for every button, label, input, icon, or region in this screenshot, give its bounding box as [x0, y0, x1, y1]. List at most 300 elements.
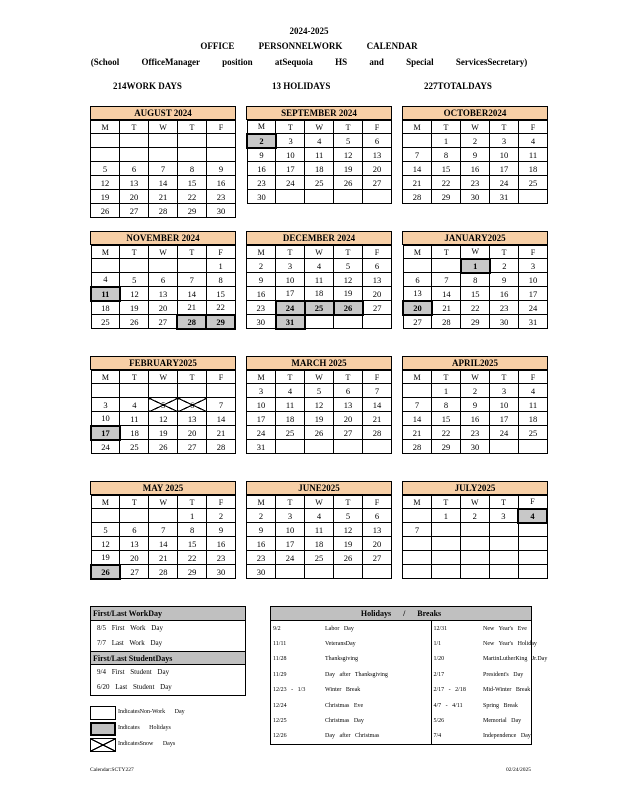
day-cell: 19: [120, 301, 149, 315]
day-cell: 19: [91, 551, 120, 565]
day-cell: 10: [276, 273, 305, 287]
week-row: [91, 398, 236, 412]
day-cell: 15: [178, 537, 207, 551]
holiday-day-cell: 17: [91, 426, 120, 440]
day-cell: 12: [334, 148, 363, 162]
day-cell: 14: [432, 287, 461, 301]
week-row: [91, 301, 235, 315]
week-row: [403, 134, 548, 148]
week-row: [91, 134, 236, 148]
day-cell: 14: [149, 537, 178, 551]
day-cell: 7: [403, 523, 432, 537]
day-cell: 12: [305, 398, 334, 412]
weekday-header: F: [519, 371, 548, 384]
day-cell: 22: [432, 176, 461, 190]
day-cell: 1: [178, 509, 207, 523]
week-row: [247, 551, 392, 565]
day-cell: 2: [207, 509, 236, 523]
day-cell: 16: [207, 537, 236, 551]
day-cell: [460, 551, 489, 565]
day-cell: 6: [149, 273, 178, 287]
day-cell: 28: [403, 190, 432, 204]
weekday-header: T: [276, 371, 305, 384]
week-row: [91, 565, 236, 579]
day-cell: 23: [247, 176, 276, 190]
day-cell: 7: [432, 273, 461, 287]
day-cell: 11: [120, 412, 149, 426]
month-title: APRIL2025: [402, 356, 548, 370]
day-cell: [91, 509, 120, 523]
month-calendar: [90, 356, 236, 454]
day-cell: 17: [276, 162, 305, 176]
week-row: [91, 537, 236, 551]
day-cell: 18: [276, 412, 305, 426]
day-cell: 21: [149, 190, 178, 204]
week-row: [403, 537, 548, 551]
week-row: [91, 190, 236, 204]
weekday-header: T: [334, 121, 363, 134]
week-row: [91, 287, 235, 301]
weekday-header: M: [91, 246, 120, 259]
month-grid: [402, 245, 548, 329]
day-cell: 4: [91, 273, 120, 287]
holiday-day-cell: 11: [91, 287, 120, 301]
weekday-header: T: [276, 246, 305, 259]
calendar-title: OFFICE PERSONNELWORK CALENDAR: [200, 41, 418, 51]
day-cell: [120, 259, 149, 273]
day-cell: 30: [247, 565, 276, 579]
day-cell: 7: [177, 273, 206, 287]
day-cell: 8: [432, 398, 461, 412]
day-cell: [120, 134, 149, 148]
weekday-header: T: [276, 496, 305, 509]
weekday-header: T: [120, 121, 149, 134]
day-cell: 23: [207, 551, 236, 565]
weekday-header: T: [177, 246, 206, 259]
week-row: [403, 440, 548, 454]
day-cell: 5: [334, 134, 363, 148]
weekday-header: W: [305, 246, 334, 259]
day-cell: 5: [305, 384, 334, 398]
day-cell: 25: [91, 315, 120, 329]
day-cell: 2: [247, 259, 276, 273]
day-cell: 14: [403, 162, 432, 176]
week-row: [247, 287, 392, 301]
weekday-header: F: [363, 121, 392, 134]
day-cell: 9: [461, 148, 490, 162]
weekday-header: T: [490, 121, 519, 134]
day-cell: [120, 384, 149, 398]
week-row: [247, 273, 392, 287]
week-row: [91, 426, 236, 440]
month-title: JANUARY2025: [402, 231, 548, 245]
day-cell: 8: [178, 162, 207, 176]
day-cell: 13: [178, 412, 207, 426]
day-cell: 19: [149, 426, 178, 440]
day-cell: 25: [519, 176, 548, 190]
holiday-date: 4/7 - 4/11: [433, 702, 463, 709]
holiday-day-cell: 28: [177, 315, 206, 329]
day-cell: [432, 259, 461, 273]
day-cell: [431, 565, 460, 579]
day-cell: 31: [247, 440, 276, 454]
week-row: [247, 148, 392, 162]
day-cell: 9: [490, 273, 519, 287]
month-title: JUNE2025: [246, 481, 392, 495]
day-cell: [519, 190, 548, 204]
day-cell: 17: [519, 287, 548, 301]
day-cell: 26: [305, 426, 334, 440]
day-cell: [149, 134, 178, 148]
day-cell: 29: [432, 190, 461, 204]
day-cell: 28: [363, 426, 392, 440]
day-cell: 24: [247, 426, 276, 440]
holiday-row: [271, 636, 531, 651]
day-cell: 4: [120, 398, 149, 412]
day-cell: [178, 148, 207, 162]
day-cell: 16: [490, 287, 519, 301]
day-cell: 30: [461, 190, 490, 204]
day-cell: 4: [305, 509, 334, 523]
day-cell: 27: [334, 426, 363, 440]
holiday-name: Thanksgiving: [323, 652, 431, 667]
first-last-student-heading: First/Last StudentDays: [91, 651, 245, 665]
legend-holidays: [90, 722, 270, 736]
weekday-header: W: [149, 246, 178, 259]
weekday-header: M: [403, 371, 432, 384]
week-row: [403, 565, 548, 579]
weekday-header: W: [305, 371, 334, 384]
day-cell: [334, 190, 363, 204]
day-cell: 14: [363, 398, 392, 412]
day-cell: 2: [460, 509, 489, 523]
weekday-header: F: [207, 496, 236, 509]
month-grid: [402, 495, 548, 579]
day-cell: 11: [519, 148, 548, 162]
day-cell: 29: [461, 315, 490, 329]
holiday-name: New Year's Eve: [483, 625, 527, 632]
holiday-date: 7/4: [433, 733, 442, 740]
day-cell: 4: [305, 134, 334, 148]
weekday-header: W: [461, 246, 490, 259]
day-cell: 18: [120, 426, 149, 440]
weekday-header: T: [334, 371, 363, 384]
weekday-header: T: [432, 371, 461, 384]
day-cell: 30: [490, 315, 519, 329]
day-cell: [91, 259, 120, 273]
holiday-name: President's Day: [483, 671, 524, 678]
day-cell: 10: [247, 398, 276, 412]
week-row: [403, 509, 548, 523]
holiday-row: [271, 729, 531, 744]
holiday-name: Day after Thanksgiving: [323, 667, 431, 682]
week-row: [247, 162, 392, 176]
week-row: [247, 301, 392, 315]
day-cell: [334, 565, 363, 579]
day-cell: 26: [149, 440, 178, 454]
month-calendar: [246, 231, 392, 330]
day-cell: [276, 440, 305, 454]
month-calendar: [402, 106, 548, 204]
day-cell: 13: [120, 537, 149, 551]
day-cell: 24: [276, 551, 305, 565]
day-cell: 5: [334, 509, 363, 523]
day-cell: 28: [432, 315, 461, 329]
weekday-header: T: [432, 246, 461, 259]
day-cell: [403, 384, 432, 398]
weekday-header: T: [431, 496, 460, 509]
weekday-header: F: [207, 371, 236, 384]
day-cell: 5: [91, 162, 120, 176]
day-cell: 20: [120, 551, 149, 565]
day-cell: 11: [519, 398, 548, 412]
week-row: [91, 412, 236, 426]
day-cell: 9: [461, 398, 490, 412]
day-cell: 6: [334, 384, 363, 398]
day-cell: 22: [178, 190, 207, 204]
day-cell: 26: [91, 204, 120, 218]
day-cell: 24: [490, 176, 519, 190]
week-row: [91, 551, 236, 565]
day-cell: 26: [334, 176, 363, 190]
day-cell: 10: [490, 398, 519, 412]
weekday-header: F: [519, 121, 548, 134]
work-days-summary: 214WORK DAYS: [113, 81, 182, 91]
day-cell: 29: [432, 440, 461, 454]
week-row: [91, 440, 236, 454]
day-cell: 8: [461, 273, 490, 287]
legend-nonwork: [90, 706, 270, 720]
day-cell: [334, 440, 363, 454]
day-cell: 23: [247, 301, 276, 315]
day-cell: 25: [276, 426, 305, 440]
weekday-header: F: [363, 496, 392, 509]
day-cell: 4: [519, 134, 548, 148]
day-cell: [207, 384, 236, 398]
day-cell: [431, 551, 460, 565]
day-cell: 18: [305, 537, 334, 551]
day-cell: 17: [247, 412, 276, 426]
day-cell: [91, 384, 120, 398]
weekday-header: T: [432, 121, 461, 134]
holidays-breaks-panel: [270, 606, 548, 745]
day-cell: 19: [334, 287, 363, 301]
day-cell: 20: [149, 301, 178, 315]
day-cell: [363, 565, 392, 579]
holiday-name: Winter Break: [323, 683, 431, 698]
week-row: [403, 273, 548, 287]
weekday-header: M: [91, 371, 120, 384]
holiday-swatch: [90, 722, 116, 736]
day-cell: 10: [519, 273, 548, 287]
day-cell: 2: [490, 259, 519, 273]
day-cell: [178, 134, 207, 148]
day-cell: 16: [461, 162, 490, 176]
holiday-row: [271, 652, 531, 667]
print-date: 02/24/2025: [506, 767, 532, 773]
weekday-header: W: [305, 121, 334, 134]
weekday-header: W: [460, 496, 489, 509]
weekday-header: M: [403, 496, 432, 509]
holiday-name: Mid-Winter Break: [483, 687, 531, 694]
day-cell: [489, 551, 518, 565]
weekday-header: T: [334, 496, 363, 509]
day-cell: 26: [120, 315, 149, 329]
day-cell: [403, 259, 432, 273]
legend-snow-label: IndicatesSnow Days: [118, 741, 176, 747]
week-row: [247, 509, 392, 523]
holiday-name: VeteransDay: [323, 636, 431, 651]
day-cell: 17: [276, 287, 305, 301]
day-cell: 8: [206, 273, 235, 287]
holiday-day-cell: 26: [334, 301, 363, 315]
month-title: OCTOBER2024: [402, 106, 548, 120]
day-cell: 13: [403, 287, 432, 301]
day-cell: 18: [91, 301, 120, 315]
holiday-day-cell: 4: [518, 509, 547, 523]
month-calendar: [90, 106, 236, 218]
day-cell: 2: [461, 134, 490, 148]
weekday-header: F: [519, 246, 548, 259]
day-cell: 31: [519, 315, 548, 329]
day-cell: [363, 190, 392, 204]
day-cell: [91, 148, 120, 162]
month-grid: [402, 120, 548, 204]
day-cell: 3: [276, 509, 305, 523]
day-cell: 6: [120, 523, 149, 537]
day-cell: 8: [432, 148, 461, 162]
weekday-header: F: [206, 246, 235, 259]
week-row: [403, 523, 548, 537]
day-cell: 12: [120, 287, 149, 301]
day-cell: [305, 565, 334, 579]
day-cell: 20: [178, 426, 207, 440]
day-cell: [518, 537, 547, 551]
day-cell: 24: [519, 301, 548, 315]
day-cell: 22: [461, 301, 490, 315]
month-calendar: [246, 106, 392, 204]
weekday-header: T: [178, 496, 207, 509]
day-cell: [363, 315, 392, 329]
day-cell: 9: [247, 148, 276, 162]
weekday-header: F: [363, 246, 392, 259]
holiday-date: 1/1: [433, 641, 442, 648]
day-cell: 20: [334, 412, 363, 426]
day-cell: 27: [149, 315, 178, 329]
weekday-header: M: [247, 246, 276, 259]
day-cell: 13: [363, 148, 392, 162]
week-row: [403, 551, 548, 565]
holiday-day-cell: 29: [206, 315, 235, 329]
day-cell: 11: [276, 398, 305, 412]
first-student-day: 9/4 First Student Day: [97, 668, 170, 676]
day-cell: [403, 565, 432, 579]
day-cell: 2: [461, 384, 490, 398]
day-cell: 12: [334, 523, 363, 537]
day-cell: 19: [305, 412, 334, 426]
weekday-header: T: [276, 121, 305, 134]
weekday-header: W: [461, 371, 490, 384]
week-row: [247, 398, 392, 412]
day-cell: [518, 523, 547, 537]
month-title: AUGUST 2024: [90, 106, 236, 120]
day-cell: 29: [178, 204, 207, 218]
day-cell: 14: [149, 176, 178, 190]
day-cell: 7: [363, 384, 392, 398]
day-cell: 21: [177, 301, 206, 315]
day-cell: [276, 190, 305, 204]
day-cell: 2: [247, 509, 276, 523]
month-title: MAY 2025: [90, 481, 236, 495]
month-grid: [246, 245, 392, 330]
day-cell: 1: [431, 509, 460, 523]
day-cell: 20: [363, 287, 392, 301]
day-cell: 10: [490, 148, 519, 162]
day-cell: [149, 259, 178, 273]
weekday-header: T: [120, 371, 149, 384]
day-cell: 30: [207, 204, 236, 218]
holiday-date: 12/31: [433, 625, 448, 632]
day-cell: 12: [91, 537, 120, 551]
month-calendar: [246, 481, 392, 579]
month-title: SEPTEMBER 2024: [246, 106, 392, 120]
week-row: [403, 176, 548, 190]
weekday-header: F: [518, 496, 547, 509]
weekday-header: M: [247, 496, 276, 509]
day-cell: 24: [91, 440, 120, 454]
weekday-header: M: [403, 121, 432, 134]
day-cell: 20: [363, 162, 392, 176]
holiday-date: 12/23 - 1/3: [273, 687, 306, 694]
day-cell: 27: [178, 440, 207, 454]
day-cell: 10: [276, 523, 305, 537]
holidays-summary: 13 HOLIDAYS: [272, 81, 331, 91]
holiday-name: Spring Break: [483, 702, 518, 709]
day-cell: 13: [363, 523, 392, 537]
holiday-name: Christmas Day: [323, 713, 431, 728]
day-cell: [403, 537, 432, 551]
day-cell: 3: [276, 134, 305, 148]
weekday-header: M: [403, 246, 432, 259]
holiday-date: 11/28: [273, 656, 287, 663]
day-cell: 15: [432, 162, 461, 176]
holiday-date: 5/26: [433, 718, 445, 725]
holiday-name: Independence Day: [483, 733, 531, 740]
day-cell: [178, 384, 207, 398]
legend-nonwork-label: IndicatesNon-Work Day: [118, 709, 185, 715]
weekday-header: M: [91, 121, 120, 134]
month-title: FEBRUARY2025: [90, 356, 236, 370]
weekday-header: M: [247, 121, 276, 134]
day-cell: 11: [305, 148, 334, 162]
day-cell: 27: [403, 315, 432, 329]
weekday-header: W: [305, 496, 334, 509]
day-cell: 15: [461, 287, 490, 301]
day-cell: 3: [247, 384, 276, 398]
holiday-row: [271, 683, 531, 698]
day-cell: 9: [207, 162, 236, 176]
month-grid: [246, 120, 392, 204]
week-row: [403, 315, 548, 329]
total-days-summary: 227TOTALDAYS: [424, 81, 492, 91]
week-row: [91, 204, 236, 218]
day-cell: [207, 134, 236, 148]
holiday-date: 11/11: [273, 641, 287, 648]
day-cell: 7: [207, 398, 236, 412]
day-cell: 16: [247, 537, 276, 551]
holiday-day-cell: 1: [461, 259, 490, 273]
day-cell: [490, 440, 519, 454]
